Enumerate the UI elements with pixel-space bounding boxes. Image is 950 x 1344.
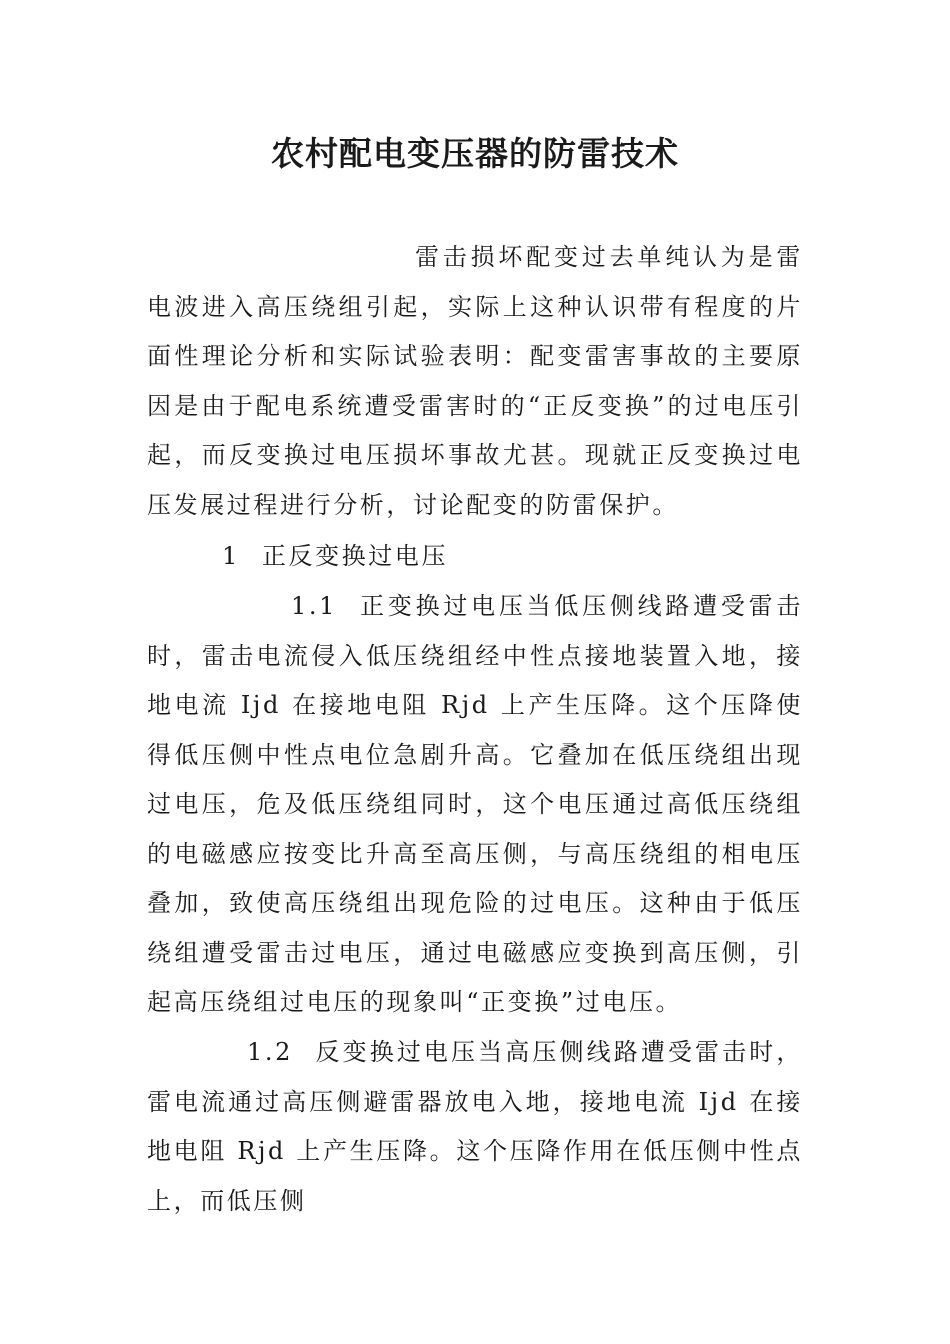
document-title: 农村配电变压器的防雷技术 — [271, 134, 679, 173]
intro-paragraph: 雷击损坏配变过去单纯认为是雷电波进入高压绕组引起，实际上这种认识带有程度的片面性理论分析和实际试验表明：配变雷害事故的主要原因是由于配电系统遭受雷害时的“正反变换”的过电压引起，而反变换过电压损坏事故尤甚。现就正反变换过电压发展过程进行分析，讨论配变的防雷保护。 — [147, 243, 803, 519]
section-heading-text: 正反变换过电压 — [261, 542, 449, 570]
section-1-2-text: 反变换过电压当高压侧线路遭受雷击时，雷电流通过高压侧避雷器放电入地，接地电流 Ijd 在接地电阻 Rjd 上产生压降。这个压降作用在低压侧中性点上，而低压侧 — [147, 1038, 803, 1215]
section-number: 1 — [222, 542, 240, 570]
section-1-2-paragraph — [147, 1028, 803, 1226]
section-heading-1 — [147, 532, 878, 582]
section-1-1-paragraph — [147, 582, 803, 1028]
section-1-2-number: 1.2 — [247, 1038, 293, 1066]
section-1-1-number: 1.1 — [291, 592, 337, 620]
section-1-1-text: 正变换过电压当低压侧线路遭受雷击时，雷击电流侵入低压绕组经中性点接地装置入地，接地电流 Ijd 在接地电阻 Rjd 上产生压降。这个压降使得低压侧中性点电位急剧升高。它叠加在低压绕组出现过电压，危及低压绕组同时，这个电压通过高低压绕组的电磁感应按变比升高至高压侧，与高压绕组的相电压叠加，致使高压绕组出现危险的过电压。这种由于低压绕组遭受雷击过电压，通过电磁感应变换到高压侧，引起高压绕组过电压的现象叫“正变换”过电压。 — [147, 592, 803, 1016]
